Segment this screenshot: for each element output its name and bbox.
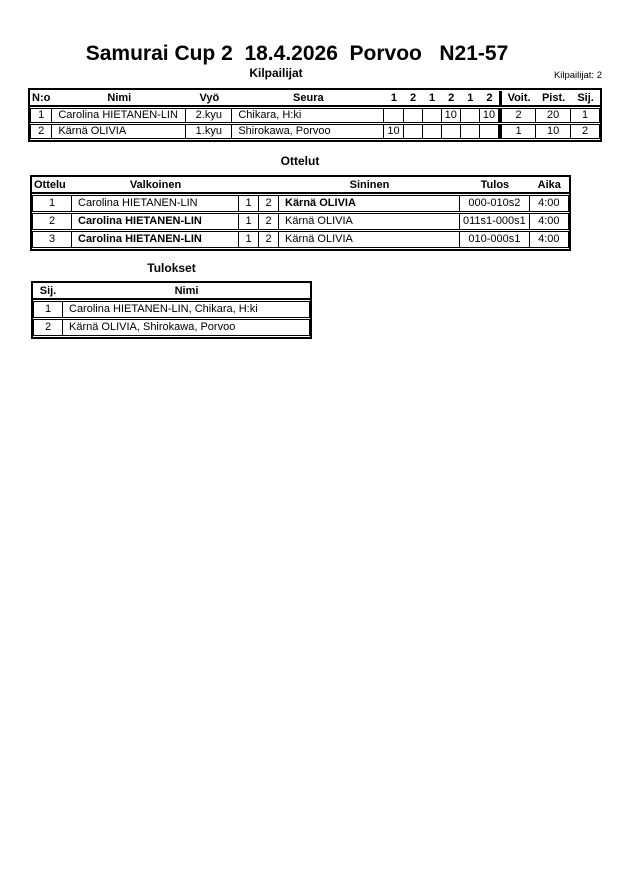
col-header-sininen: Sininen bbox=[279, 178, 460, 194]
col-header-nimi: Nimi bbox=[63, 284, 310, 300]
col-header-pist: Pist. bbox=[536, 91, 571, 107]
cell-vyo: 1.kyu bbox=[186, 124, 232, 139]
page-title: Samurai Cup 2 18.4.2026 Porvoo N21-57 bbox=[85, 42, 509, 65]
col-header-score-3: 1 bbox=[423, 91, 442, 107]
table-row bbox=[30, 108, 600, 123]
table-row bbox=[33, 301, 310, 318]
cell-score: 10 bbox=[384, 124, 403, 139]
table-row bbox=[32, 231, 569, 248]
col-header-aika: Aika bbox=[530, 178, 569, 194]
cell-match-no: 2 bbox=[32, 213, 72, 230]
tulokset-header-row bbox=[33, 284, 310, 300]
cell-sininen: Kärnä OLIVIA bbox=[279, 231, 460, 248]
cell-match-no: 3 bbox=[32, 231, 72, 248]
col-header-corner-2 bbox=[259, 178, 279, 194]
tulokset-section-heading: Tulokset bbox=[147, 261, 196, 275]
cell-aika: 4:00 bbox=[530, 231, 569, 248]
cell-score bbox=[461, 108, 480, 123]
col-header-ottelu: Ottelu bbox=[32, 178, 72, 194]
col-header-sij: Sij. bbox=[571, 91, 600, 107]
cell-corner-2: 2 bbox=[259, 213, 279, 230]
ottelut-section-heading: Ottelut bbox=[280, 154, 320, 168]
ottelut-header-row bbox=[32, 178, 569, 194]
tulokset-table bbox=[31, 281, 312, 339]
col-header-score-5: 1 bbox=[461, 91, 480, 107]
cell-nimi: Carolina HIETANEN-LIN, Chikara, H:ki bbox=[63, 301, 310, 318]
cell-no: 2 bbox=[30, 124, 52, 139]
cell-valkoinen: Carolina HIETANEN-LIN bbox=[72, 195, 239, 212]
cell-voit: 1 bbox=[499, 124, 536, 139]
cell-corner-2: 2 bbox=[259, 231, 279, 248]
col-header-tulos: Tulos bbox=[460, 178, 530, 194]
col-header-no: N:o bbox=[30, 91, 52, 107]
cell-corner-1: 1 bbox=[239, 195, 259, 212]
cell-nimi: Kärnä OLIVIA bbox=[52, 124, 186, 139]
cell-score: 10 bbox=[442, 108, 461, 123]
col-header-voit: Voit. bbox=[499, 91, 536, 107]
table-row bbox=[30, 124, 600, 139]
cell-score bbox=[480, 124, 499, 139]
col-header-nimi: Nimi bbox=[52, 91, 186, 107]
cell-tulos: 011s1-000s1 bbox=[460, 213, 530, 230]
cell-tulos: 010-000s1 bbox=[460, 231, 530, 248]
cell-score bbox=[404, 124, 423, 139]
col-header-vyo: Vyö bbox=[186, 91, 232, 107]
col-header-valkoinen: Valkoinen bbox=[72, 178, 239, 194]
cell-sininen: Kärnä OLIVIA bbox=[279, 213, 460, 230]
col-header-seura: Seura bbox=[232, 91, 384, 107]
kilpailijat-section-heading: Kilpailijat bbox=[249, 66, 303, 80]
cell-no: 1 bbox=[30, 108, 52, 123]
kilpailijat-table bbox=[28, 88, 602, 142]
cell-aika: 4:00 bbox=[530, 195, 569, 212]
col-header-score-4: 2 bbox=[442, 91, 461, 107]
cell-sij: 1 bbox=[571, 108, 600, 123]
cell-nimi: Carolina HIETANEN-LIN bbox=[52, 108, 186, 123]
kilpailijat-header-row bbox=[30, 91, 600, 107]
cell-corner-2: 2 bbox=[259, 195, 279, 212]
cell-score bbox=[442, 124, 461, 139]
cell-seura: Chikara, H:ki bbox=[232, 108, 384, 123]
cell-score bbox=[461, 124, 480, 139]
table-row bbox=[33, 319, 310, 336]
col-header-score-6: 2 bbox=[480, 91, 499, 107]
cell-aika: 4:00 bbox=[530, 213, 569, 230]
cell-pist: 10 bbox=[536, 124, 571, 139]
cell-sij: 1 bbox=[33, 301, 63, 318]
cell-pist: 20 bbox=[536, 108, 571, 123]
cell-seura: Shirokawa, Porvoo bbox=[232, 124, 384, 139]
cell-corner-1: 1 bbox=[239, 213, 259, 230]
cell-sininen: Kärnä OLIVIA bbox=[279, 195, 460, 212]
cell-vyo: 2.kyu bbox=[186, 108, 232, 123]
col-header-sij: Sij. bbox=[33, 284, 63, 300]
col-header-corner-1 bbox=[239, 178, 259, 194]
cell-valkoinen: Carolina HIETANEN-LIN bbox=[72, 213, 239, 230]
table-row bbox=[32, 213, 569, 230]
cell-voit: 2 bbox=[499, 108, 536, 123]
col-header-score-2: 2 bbox=[404, 91, 423, 107]
cell-score bbox=[404, 108, 423, 123]
cell-score bbox=[384, 108, 403, 123]
cell-score bbox=[423, 124, 442, 139]
cell-sij: 2 bbox=[33, 319, 63, 336]
cell-corner-1: 1 bbox=[239, 231, 259, 248]
cell-sij: 2 bbox=[571, 124, 600, 139]
cell-score bbox=[423, 108, 442, 123]
col-header-score-1: 1 bbox=[384, 91, 403, 107]
cell-tulos: 000-010s2 bbox=[460, 195, 530, 212]
cell-match-no: 1 bbox=[32, 195, 72, 212]
cell-nimi: Kärnä OLIVIA, Shirokawa, Porvoo bbox=[63, 319, 310, 336]
ottelut-table bbox=[30, 175, 571, 251]
table-row bbox=[32, 195, 569, 212]
competitor-count: Kilpailijat: 2 bbox=[553, 70, 602, 81]
cell-score: 10 bbox=[480, 108, 499, 123]
cell-valkoinen: Carolina HIETANEN-LIN bbox=[72, 231, 239, 248]
